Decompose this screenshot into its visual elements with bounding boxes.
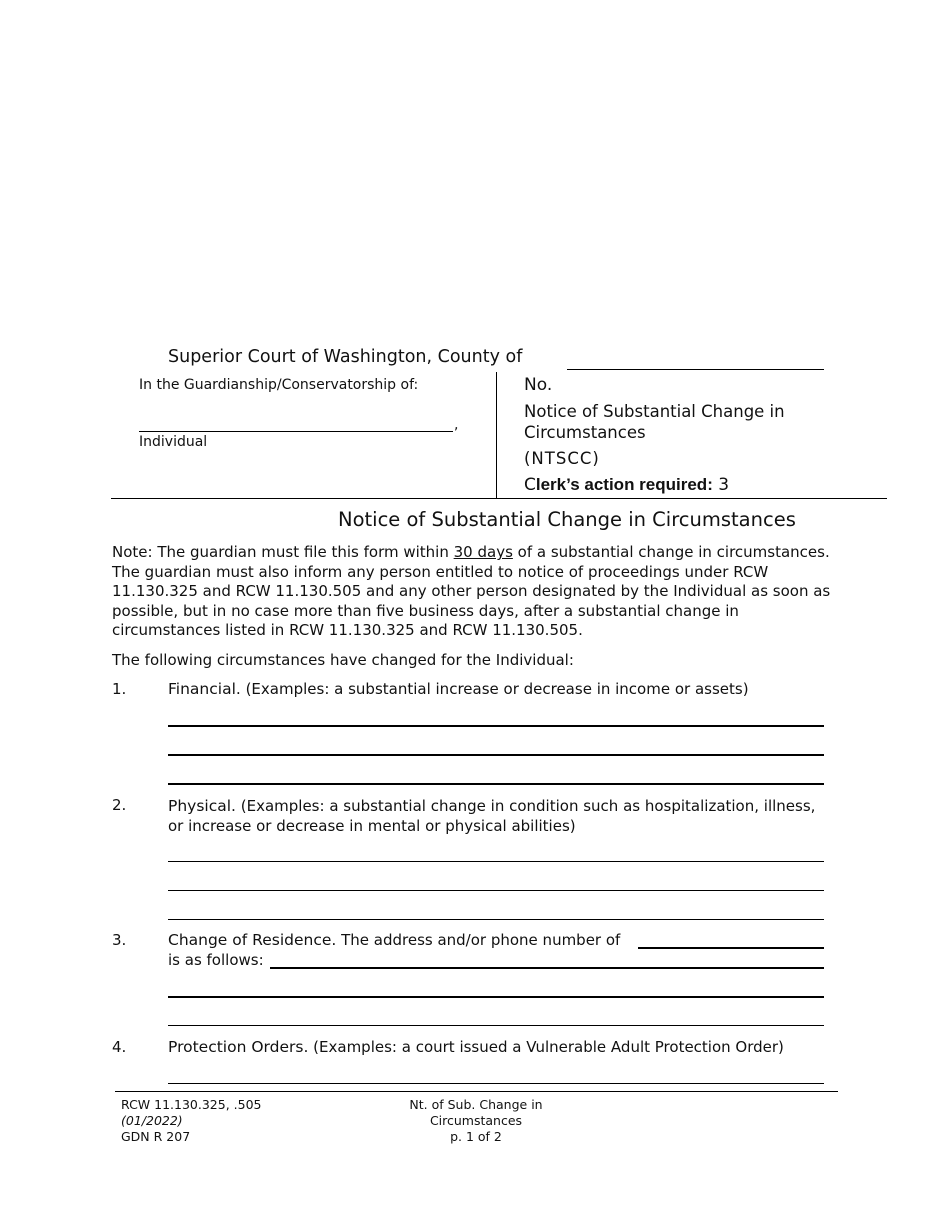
item-2-text bbox=[168, 796, 830, 836]
item-2-heading: Physical. bbox=[168, 797, 236, 815]
item-3-line-3[interactable] bbox=[168, 1025, 824, 1026]
item-2-number: 2. bbox=[112, 796, 127, 814]
header-divider bbox=[496, 372, 497, 498]
court-heading bbox=[168, 347, 522, 367]
item-3-description: The address and/or phone number of bbox=[336, 931, 621, 949]
item-3-whose-blank[interactable] bbox=[638, 947, 824, 949]
county-blank[interactable] bbox=[567, 369, 824, 370]
item-3-text-2: is as follows: bbox=[168, 951, 264, 969]
item-2-line-3[interactable] bbox=[168, 919, 824, 920]
clerk-action-label: lerk’s action required: bbox=[535, 475, 713, 494]
item-3-heading: Change of Residence. bbox=[168, 931, 337, 949]
item-4-number: 4. bbox=[112, 1038, 127, 1056]
item-1-text bbox=[168, 680, 828, 698]
item-1-line-2[interactable] bbox=[168, 754, 824, 756]
item-3-text bbox=[168, 931, 620, 949]
item-1-line-3[interactable] bbox=[168, 783, 824, 785]
form-title: Notice of Substantial Change in Circumstances bbox=[338, 508, 796, 531]
footer-short-title-1: Nt. of Sub. Change in bbox=[409, 1097, 543, 1112]
note-suffix: of a substantial change in circumstances. The guardian must also inform any person entitled to notice of proceedings under RCW 11.130.325 and RCW 11.130.505 and any other person designated by the Individual as soon as possible, but in no case more than five business days, after a substantial change in circumstances listed in RCW 11.130.325 and RCW 11.130.505. bbox=[112, 543, 831, 640]
note-prefix: Note: The guardian must file this form within bbox=[112, 543, 454, 561]
footer-short-title-2: Circumstances bbox=[429, 1113, 523, 1128]
individual-name-blank[interactable] bbox=[139, 431, 453, 432]
footer-left bbox=[121, 1097, 261, 1145]
footer-rcw: RCW 11.130.325, .505 bbox=[121, 1097, 262, 1112]
footer-date: (01/2022) bbox=[121, 1113, 183, 1128]
note-paragraph bbox=[112, 543, 842, 641]
item-1-heading: Financial. bbox=[168, 680, 241, 698]
clerk-action bbox=[524, 475, 729, 495]
case-no-label: No. bbox=[524, 375, 553, 395]
individual-label: Individual bbox=[139, 434, 208, 450]
footer-center bbox=[376, 1097, 576, 1145]
clerk-action-value: 3 bbox=[718, 475, 730, 495]
footer-form-id: GDN R 207 bbox=[121, 1129, 191, 1144]
item-4-text bbox=[168, 1038, 828, 1056]
item-1-description: (Examples: a substantial increase or decrease in income or assets) bbox=[240, 680, 749, 698]
clerk-action-c: C bbox=[524, 475, 536, 495]
item-4-heading: Protection Orders. bbox=[168, 1038, 309, 1056]
item-4-line-1[interactable] bbox=[168, 1083, 824, 1084]
item-2-description: (Examples: a substantial change in condition such as hospitalization, illness, or increase or decrease in mental or physical abilities) bbox=[168, 797, 816, 835]
item-3-line-2[interactable] bbox=[168, 996, 824, 998]
item-4-description: (Examples: a court issued a Vulnerable Adult Protection Order) bbox=[308, 1038, 784, 1056]
item-3-number: 3. bbox=[112, 931, 127, 949]
item-3-line-1[interactable] bbox=[270, 967, 824, 969]
note-deadline: 30 days bbox=[453, 543, 513, 561]
item-1-line-1[interactable] bbox=[168, 725, 824, 727]
item-2-line-1[interactable] bbox=[168, 861, 824, 862]
matter-label: In the Guardianship/Conservatorship of: bbox=[139, 377, 419, 393]
court-prefix: Superior Court of Washington, County of bbox=[168, 347, 523, 367]
item-2-line-2[interactable] bbox=[168, 890, 824, 891]
footer-page: p. 1 of 2 bbox=[450, 1129, 502, 1144]
header-bottom-rule bbox=[111, 498, 887, 499]
item-1-number: 1. bbox=[112, 680, 127, 698]
footer-rule bbox=[115, 1091, 838, 1092]
intro-text: The following circumstances have changed for the Individual: bbox=[112, 651, 574, 669]
doc-title: Notice of Substantial Change in Circumstances bbox=[524, 402, 785, 442]
comma: , bbox=[454, 417, 459, 433]
doc-code: (NTSCC) bbox=[524, 449, 600, 468]
